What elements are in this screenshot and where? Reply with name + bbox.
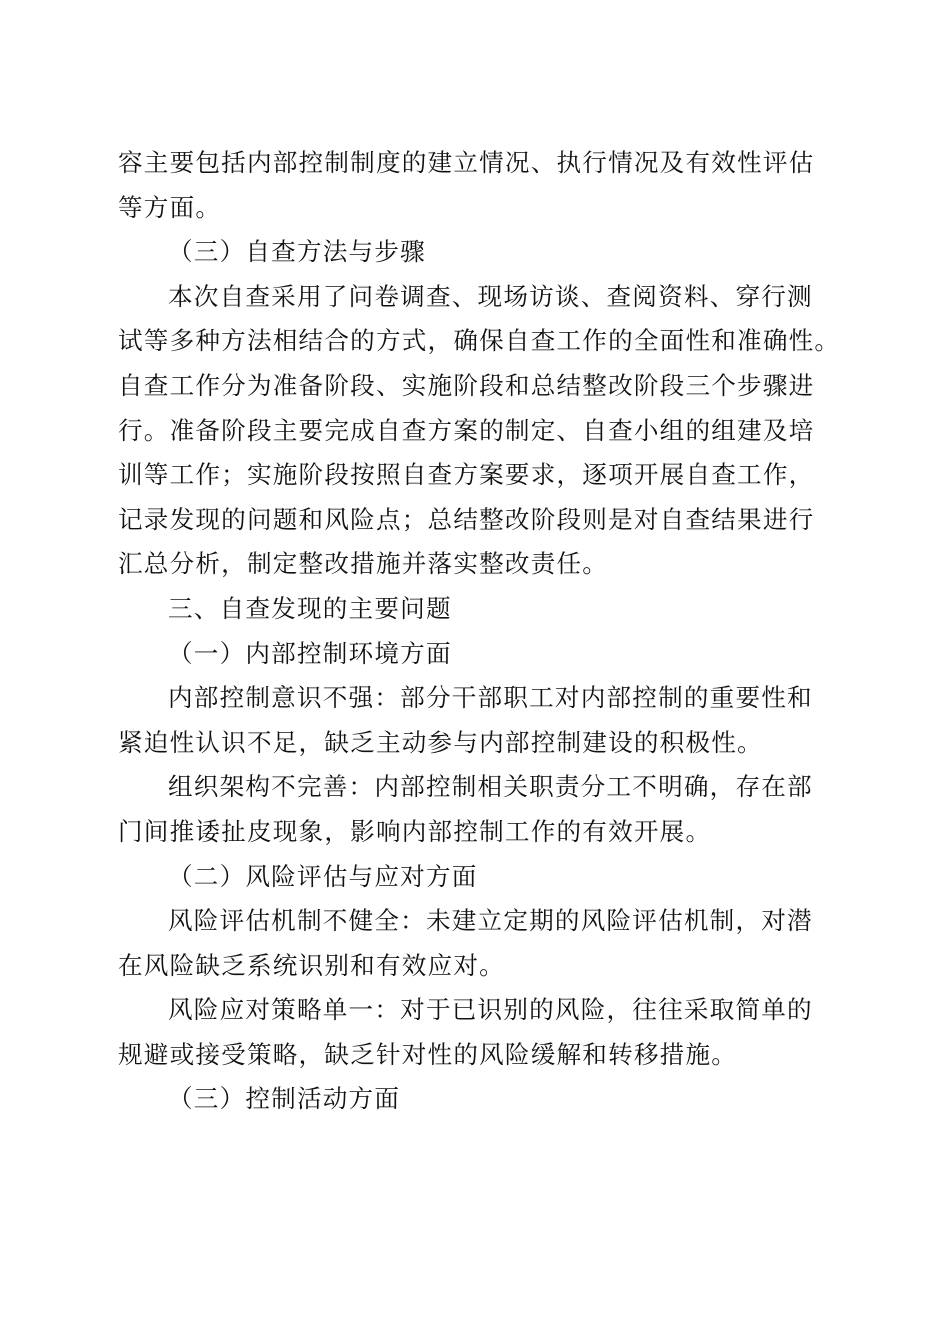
section-heading: 三、自查发现的主要问题 [168,593,452,623]
section-subheading: （一）内部控制环境方面 [168,638,452,668]
section-subheading: （三）自查方法与步骤 [168,237,426,267]
paragraph-first-line: 风险应对策略单一：对于已识别的风险，往往采取简单的 [168,995,813,1025]
body-text-line: 汇总分析，制定整改措施并落实整改责任。 [118,549,609,579]
paragraph-first-line: 风险评估机制不健全：未建立定期的风险评估机制，对潜 [168,906,813,936]
body-text-line: 规避或接受策略，缺乏针对性的风险缓解和转移措施。 [118,1039,738,1069]
body-text-line: 记录发现的问题和风险点；总结整改阶段则是对自查结果进行 [118,504,815,534]
paragraph-first-line: 内部控制意识不强：部分干部职工对内部控制的重要性和 [168,683,813,713]
body-text-line: 门间推诿扯皮现象，影响内部控制工作的有效开展。 [118,816,712,846]
body-text-line: 在风险缺乏系统识别和有效应对。 [118,950,505,980]
paragraph-first-line: 组织架构不完善：内部控制相关职责分工不明确，存在部 [168,772,813,802]
body-text-line: 紧迫性认识不足，缺乏主动参与内部控制建设的积极性。 [118,727,763,757]
body-text-line: 自查工作分为准备阶段、实施阶段和总结整改阶段三个步骤进 [118,370,815,400]
section-subheading: （三）控制活动方面 [168,1084,401,1114]
section-subheading: （二）风险评估与应对方面 [168,861,478,891]
body-text-line: 等方面。 [118,192,222,222]
body-text-line: 行。准备阶段主要完成自查方案的制定、自查小组的组建及培 [118,415,815,445]
body-text-line: 试等多种方法相结合的方式，确保自查工作的全面性和准确性。 [118,326,841,356]
paragraph-first-line: 本次自查采用了问卷调查、现场访谈、查阅资料、穿行测 [168,281,813,311]
body-text-line: 训等工作；实施阶段按照自查方案要求，逐项开展自查工作， [118,460,815,490]
document-body [118,141,841,1122]
body-text-line: 容主要包括内部控制制度的建立情况、执行情况及有效性评估 [118,148,815,177]
